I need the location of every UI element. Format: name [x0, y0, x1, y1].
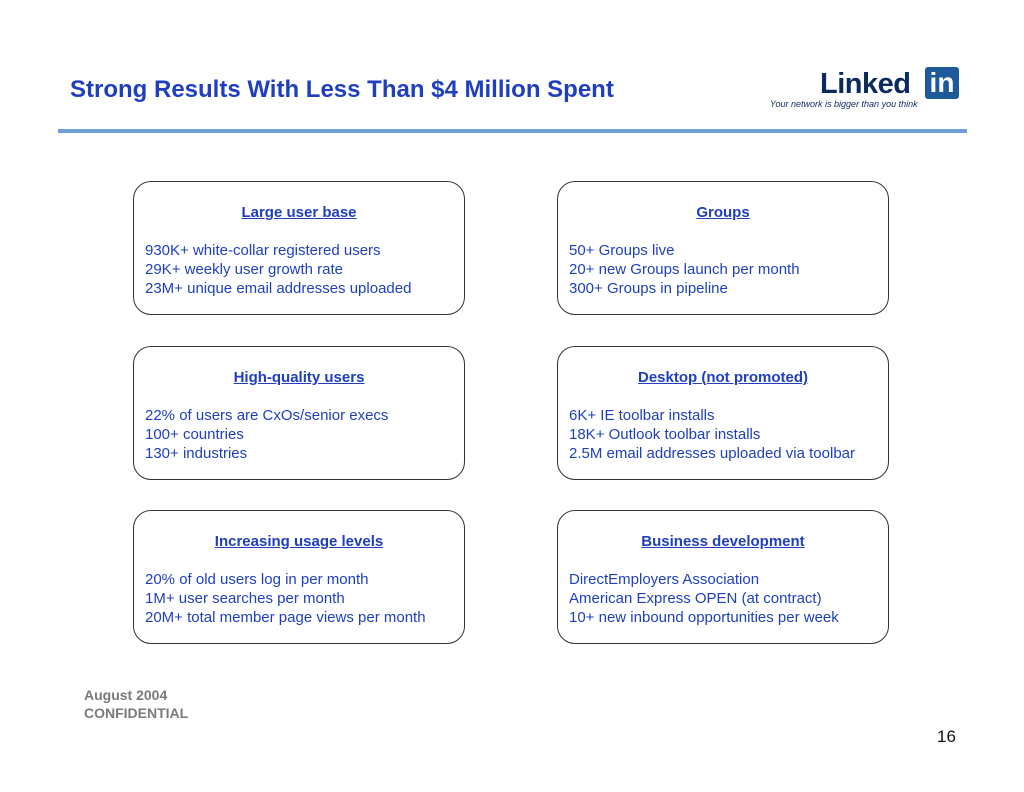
linkedin-logo: [768, 66, 960, 112]
box-business-development: [557, 510, 889, 644]
box-line: 20M+ total member page views per month: [145, 609, 426, 626]
box-high-quality-users: [133, 346, 465, 480]
box-large-user-base: [133, 181, 465, 315]
box-increasing-usage-levels: [133, 510, 465, 644]
box-line: American Express OPEN (at contract): [569, 590, 822, 607]
box-heading: Large user base: [241, 204, 357, 221]
title-divider: [58, 129, 967, 133]
page-number: 16: [937, 727, 956, 746]
box-heading: Business development: [641, 533, 805, 550]
box-heading: Desktop (not promoted): [638, 369, 808, 386]
footer-confidential: CONFIDENTIAL: [84, 705, 189, 721]
box-line: 130+ industries: [145, 445, 248, 462]
box-groups: [557, 181, 889, 315]
box-line: 930K+ white-collar registered users: [145, 242, 381, 259]
box-lines: [145, 241, 458, 298]
box-line: 20+ new Groups launch per month: [569, 261, 800, 278]
box-line: 20% of old users log in per month: [145, 571, 369, 588]
box-line: 100+ countries: [145, 426, 244, 443]
footer-date: August 2004: [84, 687, 168, 703]
box-line: 29K+ weekly user growth rate: [145, 261, 344, 278]
logo-wordmark: Linked: [820, 68, 911, 100]
logo-in-badge: in: [925, 67, 959, 99]
box-line: 22% of users are CxOs/senior execs: [145, 407, 389, 424]
box-line: 18K+ Outlook toolbar installs: [569, 426, 761, 443]
box-heading: Increasing usage levels: [214, 533, 384, 550]
footer-note: [84, 686, 188, 722]
box-line: 23M+ unique email addresses uploaded: [145, 280, 412, 297]
box-lines: [145, 406, 458, 463]
box-line: 50+ Groups live: [569, 242, 675, 259]
slide-title: Strong Results With Less Than $4 Million Spent: [70, 76, 614, 103]
box-lines: [145, 570, 458, 627]
box-lines: [569, 570, 882, 627]
box-lines: [569, 241, 882, 298]
box-heading: High-quality users: [233, 369, 365, 386]
box-line: 10+ new inbound opportunities per week: [569, 609, 839, 626]
box-heading: Groups: [696, 204, 750, 221]
logo-tagline: Your network is bigger than you think: [770, 99, 918, 109]
box-line: DirectEmployers Association: [569, 571, 760, 588]
box-line: 1M+ user searches per month: [145, 590, 345, 607]
box-line: 2.5M email addresses uploaded via toolbar: [569, 445, 856, 462]
box-desktop-not-promoted: [557, 346, 889, 480]
box-line: 300+ Groups in pipeline: [569, 280, 728, 297]
box-line: 6K+ IE toolbar installs: [569, 407, 715, 424]
box-lines: [569, 406, 882, 463]
